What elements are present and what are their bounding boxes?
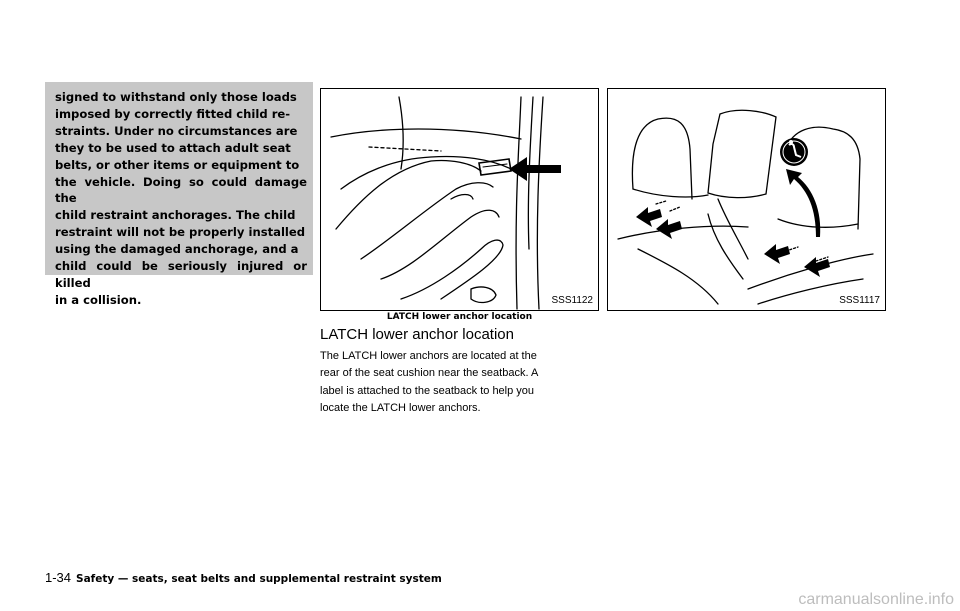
arrow-icon (636, 207, 662, 227)
rear-seat-illustration (608, 89, 887, 312)
figure-rear-seat-anchors (607, 88, 886, 311)
watermark: carmanualsonline.info (798, 591, 954, 608)
figure-caption: LATCH lower anchor location (386, 312, 533, 322)
warning-box (45, 82, 313, 307)
section-body: The LATCH lower anchors are located at the rear of the seat cushion near the seatback. A label is attached to the seatback to help you locate the LATCH lower anchors. (320, 350, 539, 414)
section-title: LATCH lower anchor location (320, 326, 514, 343)
latch-anchor-illustration (321, 89, 600, 312)
arrow-icon (656, 219, 682, 239)
arrow-icon (764, 244, 790, 264)
figure-latch-anchor (320, 88, 599, 311)
page-footer (45, 570, 442, 585)
child-seat-label-icon (780, 138, 808, 166)
warning-text: signed to withstand only those loads imposed by correctly fitted child re- straints. Under no circumstances are they to be used to attach adult seat belts, or other items or equipment to the vehicle. Doing so could damage the child restraint anchorages. The child restraint will not be properly installed using the damaged anchorage, and a child could be seriously injured or killed in a collision. (55, 90, 307, 307)
page-number: 1-34 (45, 570, 72, 585)
figure-code: SSS1122 (551, 295, 593, 306)
footer-section-title: Safety — seats, seat belts and supplemental restraint system (76, 573, 442, 585)
figure-code: SSS1117 (839, 295, 880, 306)
